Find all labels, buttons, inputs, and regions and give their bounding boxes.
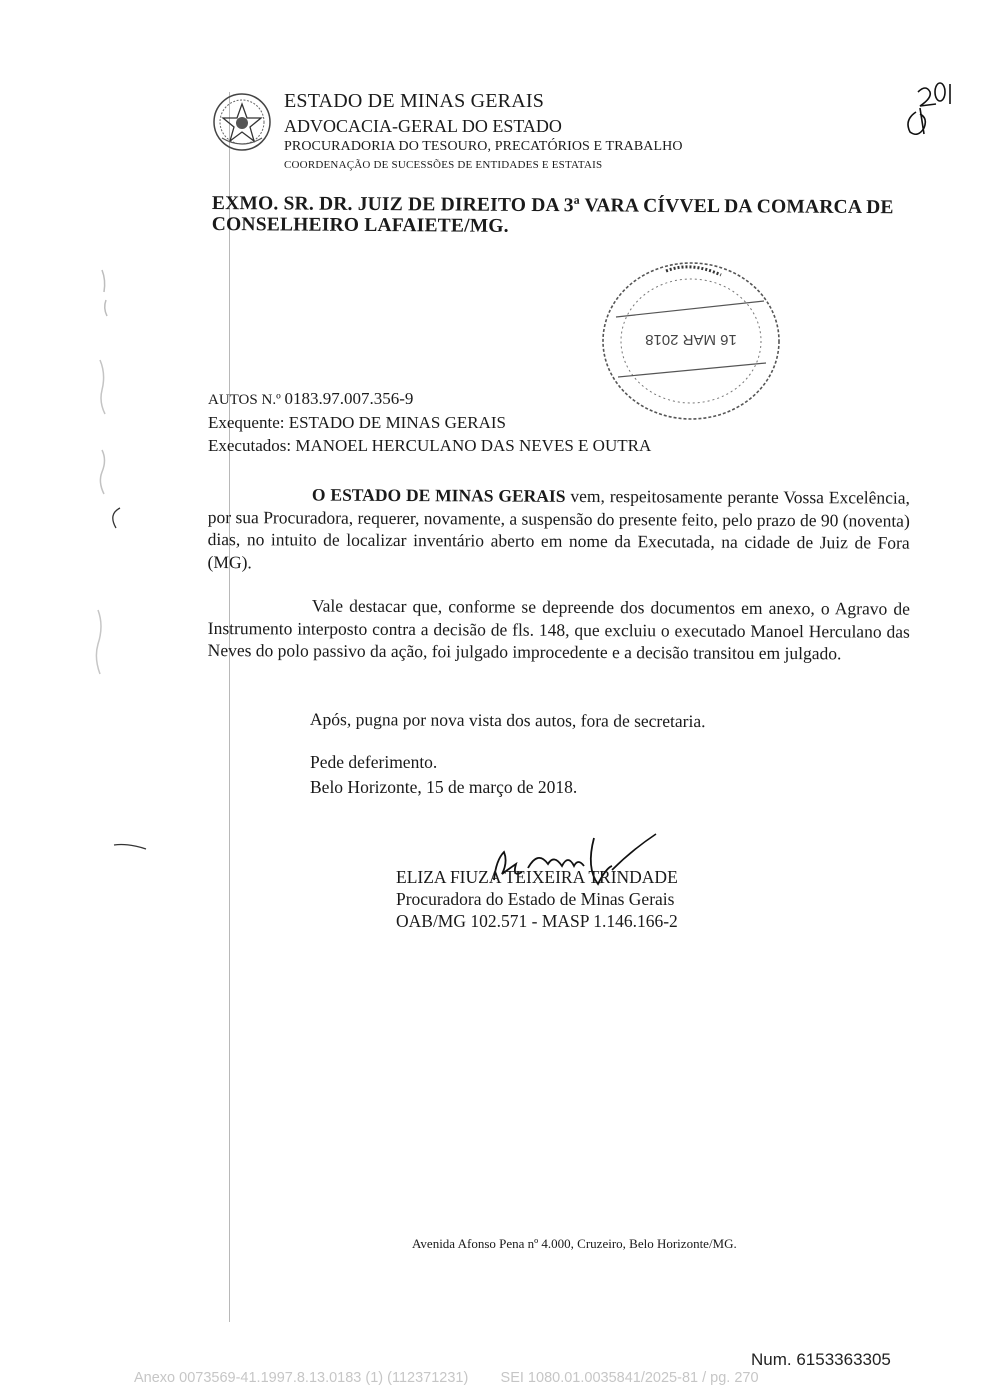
paragraph-1-text: vem, respeitosamente perante Vossa Excelência, por sua Procuradora, requerer, novamente, a suspensão do presente feito, pelo prazo de 90 (noventa) dias, no intuito de localizar inventário aberto em nome da Executada, na cidade de Juiz de Fora (MG). [207, 485, 910, 572]
autos-line [208, 388, 651, 411]
signatory-title: Procuradora do Estado de Minas Gerais [396, 889, 675, 909]
stamp-date: 16 MAR 2018 [645, 331, 737, 348]
signatory-name: ELIZA FIUZA TEIXEIRA TRINDADE [396, 867, 678, 887]
footer-reference: Anexo 0073569-41.1997.8.13.0183 (1) (112371231) SEI 1080.01.0035841/2025-81 / pg. 270 [134, 1370, 759, 1386]
document-number: Num. 6153363305 [751, 1350, 891, 1369]
signature-block [396, 866, 678, 932]
closing-line: Pede deferimento. [310, 752, 438, 772]
coat-of-arms-icon [212, 92, 272, 152]
autos-number: 0183.97.007.356-9 [284, 389, 414, 408]
executados-line: Executados: MANOEL HERCULANO DAS NEVES E OUTRA [208, 436, 652, 455]
margin-handwriting-marks [80, 240, 160, 880]
header-agency: ADVOCACIA-GERAL DO ESTADO [284, 116, 562, 136]
paragraph-1-bold: O ESTADO DE MINAS GERAIS [311, 484, 566, 506]
signatory-registration: OAB/MG 102.571 - MASP 1.146.166-2 [396, 911, 678, 931]
addressee-line-1: EXMO. SR. DR. JUIZ DE DIREITO DA 3ª VARA CÍVVEL DA COMARCA DE [211, 193, 894, 219]
exequente-line: Exequente: ESTADO DE MINAS GERAIS [208, 413, 506, 432]
footer-address: Avenida Afonso Pena nº 4.000, Cruzeiro, Belo Horizonte/MG. [412, 1236, 737, 1251]
addressee-line-2: CONSELHEIRO LAFAIETE/MG. [211, 213, 509, 237]
body-paragraph-2: Vale destacar que, conforme se depreende dos documentos em anexo, o Agravo de Instrumento interposto contra a decisão de fls. 148, que excluiu o executado Manoel Herculano das Neves do polo passivo da ação, foi julgado improcedente e a decisão transitou em julgado. [207, 595, 910, 664]
autos-label: AUTOS N.º [208, 392, 285, 408]
place-date: Belo Horizonte, 15 de março de 2018. [310, 777, 578, 797]
case-block [208, 388, 651, 457]
scan-margin-line [229, 92, 230, 1322]
closing-block [310, 750, 870, 799]
header-coordination: COORDENAÇÃO DE SUCESSÕES DE ENTIDADES E ESTATAIS [284, 159, 603, 171]
addressee-block [212, 193, 932, 239]
handwritten-page-number [898, 78, 954, 138]
body-paragraph-1 [208, 483, 910, 577]
header-state: ESTADO DE MINAS GERAIS [284, 90, 545, 112]
header-department: PROCURADORIA DO TESOURO, PRECATÓRIOS E TRABALHO [284, 139, 683, 154]
body-paragraph-3: Após, pugna por nova vista dos autos, fora de secretaria. [309, 709, 706, 732]
